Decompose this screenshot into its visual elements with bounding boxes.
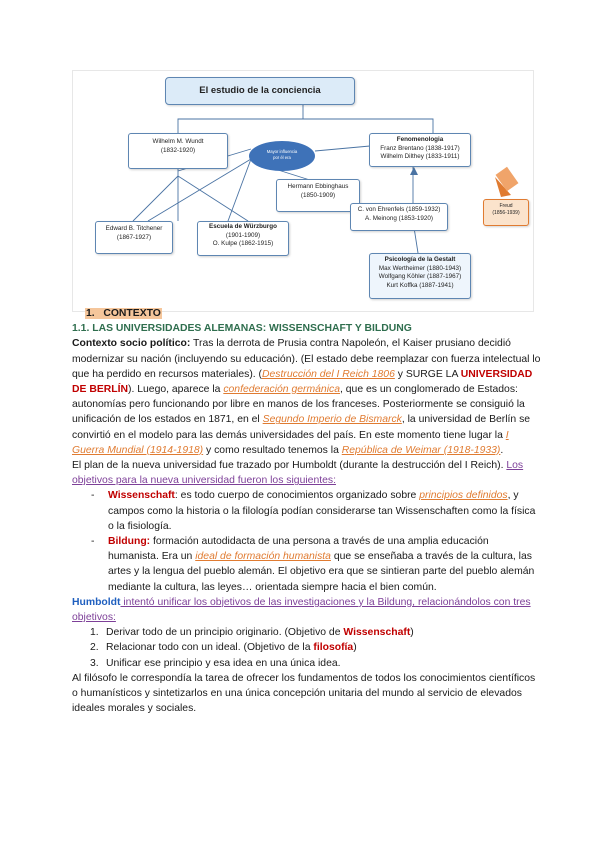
- fenomenologia-title: Fenomenologia: [396, 136, 444, 143]
- humboldt-text: intentó unificar los objetivos de las investigaciones y la Bildung, relacionándolos con tres objetivos:: [72, 596, 531, 624]
- text-run: , la universidad de Berlín se convirtió en el modelo para las demás universidades del país. En este momento tiene lugar la: [72, 414, 531, 441]
- section-heading: [85, 306, 542, 321]
- item-number: 3.: [90, 657, 99, 669]
- philosopher-paragraph: Al filósofo le correspondía la tarea de ofrecer los fundamentos de todos los conocimientos científicos o humanísticos y sintetizarlos en una única concepción unitaria del mundo al servicio de elevados ideales morales y sociales.: [72, 672, 536, 715]
- objectives-list: [72, 488, 542, 594]
- link-ideal-formacion[interactable]: ideal de formación humanista: [195, 551, 331, 563]
- bildung-term: Bildung:: [108, 536, 151, 548]
- universidad-berlin: UNIVERSIDAD DE BERLÍN: [72, 368, 533, 396]
- wundt-box: [128, 133, 228, 169]
- wissenschaft-ref: Wissenschaft: [343, 627, 411, 639]
- text-run: Tras la derrota de Prusia contra Napoleón, el Kaiser prusiano decidió modernizar su nación (incluyendo su educación). (El estado debe reemplazar con fuerza intelectual lo que ha perdido en recursos materiales). (: [72, 338, 541, 380]
- bullet: -: [91, 490, 95, 502]
- list-item: [72, 488, 542, 534]
- text-run: Relacionar todo con un ideal. (Objetivo de la: [106, 642, 314, 654]
- title-box: [165, 77, 355, 105]
- humboldt-plan-paragraph: [72, 458, 542, 488]
- link-segundo-imperio[interactable]: Segundo Imperio de Bismarck: [262, 414, 402, 426]
- koffka: Kurt Koffka (1887-1941): [386, 281, 454, 289]
- link-weimar[interactable]: República de Weimar (1918-1933): [341, 444, 501, 456]
- freud-name: Freud: [499, 203, 513, 209]
- section-number: 1.: [86, 308, 95, 319]
- text-run: y como resultado tenemos la: [203, 444, 342, 456]
- list-item: [72, 640, 542, 655]
- titchener-name: Edward B. Titchener: [105, 225, 163, 232]
- text-run: , que es un conglomerado de Estados: autonomías pero funcionando por libre en manos de los franceses. Posteriormente se consiguió la unificación de los estados en 1871, en el: [72, 384, 525, 426]
- list-item: [72, 656, 542, 671]
- link-confederacion[interactable]: confederación germánica: [223, 384, 340, 396]
- wundt-name: Wilhelm M. Wundt: [152, 138, 204, 145]
- bullet: -: [91, 536, 95, 548]
- list-item: [72, 534, 542, 595]
- wissenschaft-term: Wissenschaft: [108, 490, 175, 502]
- text-run: formación autodidacta de una persona a través de una amplia educación humanista. Era un: [108, 536, 489, 563]
- section-title: CONTEXTO: [103, 308, 161, 319]
- kohler: Wolfgang Köhler (1887-1967): [378, 273, 462, 280]
- humboldt-name: Humboldt: [72, 596, 121, 608]
- dilthey: Wilhelm Dilthey (1833-1911): [380, 153, 460, 160]
- link-guerra-mundial[interactable]: I Guerra Mundial (1914-1918): [72, 429, 509, 456]
- text-run: ). Luego, aparece la: [128, 384, 224, 396]
- fenomenologia-box: [369, 133, 471, 167]
- wurzburg-years: (1901-1909): [225, 231, 261, 239]
- brentano: Franz Brentano (1838-1917): [380, 144, 460, 152]
- influence-ellipse: [249, 141, 315, 171]
- ebbinghaus-years: (1850-1909): [300, 191, 336, 199]
- text-run: ): [410, 627, 414, 639]
- text-run: Derivar todo de un principio originario. (Objetivo de: [106, 627, 344, 639]
- concept-diagram: [72, 70, 534, 312]
- freud-box: [483, 199, 529, 226]
- wurzburg-title: Escuela de Würzburgo: [209, 223, 277, 230]
- titchener-years: (1867-1927): [116, 233, 152, 241]
- text-run: , y campos como la historia o la filología podían considerarse tan Wissenschaften como la física o la fisiología.: [108, 490, 536, 532]
- ehrenfels-box: [350, 203, 448, 231]
- text-run: .: [500, 444, 504, 456]
- subsection-heading: 1.1. LAS UNIVERSIDADES ALEMANAS: WISSENSCHAFT Y BILDUNG: [72, 323, 412, 335]
- titchener-box: [95, 221, 173, 254]
- document-body: [72, 306, 542, 716]
- filosofia-ref: filosofía: [313, 642, 354, 654]
- text-run: que se enseñaba a través de la cultura, las artes y la lengua del pueblo alemán. El objetivo era que se sintieran parte del pueblo alemán mediante la cultura, las leyes… orientada siempre hacia el bien común.: [108, 551, 535, 593]
- item-number: 1.: [90, 627, 99, 639]
- text-run: El plan de la nueva universidad fue trazado por Humboldt (durante la destrucción del I Reich).: [72, 460, 507, 472]
- ebbinghaus-box: [276, 179, 360, 212]
- ebbinghaus-name: Hermann Ebbinghaus: [287, 183, 349, 190]
- list-item: [72, 625, 542, 640]
- link-destruccion-reich[interactable]: Destrucción del I Reich 1806: [262, 368, 395, 380]
- ellipse-line-1: Mayor influencia: [266, 149, 298, 154]
- goals-list: [72, 625, 542, 671]
- wertheimer: Max Wertheimer (1880-1943): [378, 264, 462, 272]
- item-number: 2.: [90, 642, 99, 654]
- gestalt-box: [369, 253, 471, 299]
- humboldt-paragraph: [72, 595, 542, 625]
- text-run: ): [353, 642, 357, 654]
- freud-years: (1856-1939): [492, 209, 520, 216]
- link-principios[interactable]: principios definidos: [419, 490, 508, 502]
- ellipse-line-2: por él era: [273, 155, 291, 160]
- wurzburg-box: [197, 221, 289, 256]
- objectives-intro: Los objetivos para la nueva universidad fueron los siguientes:: [72, 460, 524, 487]
- text-run: Unificar ese principio y esa idea en una única idea.: [106, 657, 341, 669]
- kulpe: O. Kulpe (1862-1915): [212, 240, 274, 247]
- meinong: A. Meinong (1853-1920): [365, 214, 433, 222]
- wundt-years: (1832-1920): [160, 146, 196, 154]
- ehrenfels: C. von Ehrenfels (1859-1932): [357, 206, 441, 213]
- context-label: Contexto socio político:: [72, 338, 191, 350]
- gestalt-title: Psicología de la Gestalt: [384, 256, 456, 263]
- text-run: y SURGE LA: [394, 368, 461, 380]
- context-paragraph: [72, 336, 542, 458]
- diagram-title: El estudio de la conciencia: [199, 85, 321, 96]
- text-run: : es todo cuerpo de conocimientos organizado sobre: [174, 490, 420, 502]
